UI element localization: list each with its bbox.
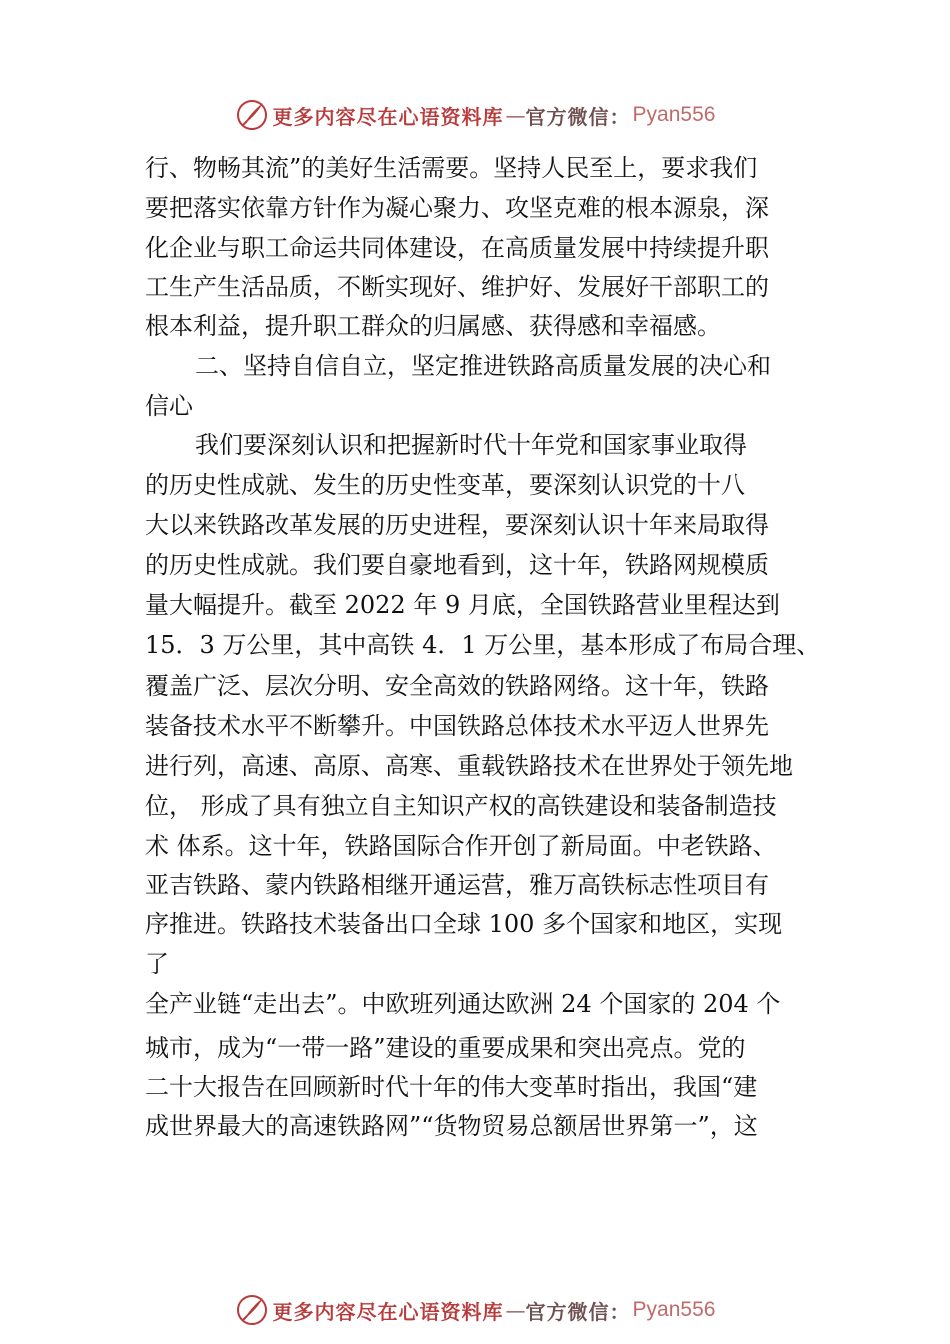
- section-heading-cont: 信心: [145, 392, 193, 420]
- section-heading: 二、坚持自信自立，坚定推进铁路高质量发展的决心和: [195, 352, 771, 380]
- body-line: 覆盖广泛、层次分明、安全高效的铁路网络。这十年，铁路: [145, 672, 769, 700]
- body-line: 术 体系。这十年，铁路国际合作开创了新局面。中老铁路、: [145, 832, 777, 860]
- body-line: 要把落实依靠方针作为凝心聚力、攻坚克难的根本源泉，深: [145, 194, 769, 222]
- body-line: 二十大报告在回顾新时代十年的伟大变革时指出，我国“建: [145, 1073, 758, 1101]
- body-line: 大以来铁路改革发展的历史进程，要深刻认识十年来局取得: [145, 511, 769, 539]
- body-line: 位， 形成了具有独立自主知识产权的高铁建设和装备制造技: [145, 792, 777, 820]
- body-line: 亚吉铁路、蒙内铁路相继开通运营，雅万高铁标志性项目有: [145, 871, 769, 899]
- footer-banner: [0, 1290, 950, 1330]
- header-separator: —: [505, 103, 526, 127]
- body-line: 工生产生活品质，不断实现好、维护好、发展好干部职工的: [145, 273, 769, 301]
- body-line: 15．3 万公里，其中高铁 4．1 万公里，基本形成了布局合理、: [145, 631, 821, 659]
- footer-separator: —: [505, 1298, 526, 1322]
- header-handle: Pyan556: [632, 103, 716, 126]
- footer-title: 更多内容尽在心语资料库: [272, 1299, 504, 1324]
- body-line: 序推进。铁路技术装备出口全球 100 多个国家和地区，实现: [145, 910, 783, 938]
- body-line: 根本利益，提升职工群众的归属感、获得感和幸福感。: [145, 312, 721, 340]
- body-line: 城市，成为“一带一路”建设的重要成果和突出亮点。党的: [145, 1034, 746, 1062]
- footer-subtitle: 官方微信：: [525, 1299, 631, 1324]
- header-title: 更多内容尽在心语资料库: [272, 104, 504, 129]
- body-line: 进行列，高速、高原、高寒、重载铁路技术在世界处于领先地: [145, 752, 793, 780]
- footer-handle: Pyan556: [632, 1298, 716, 1321]
- header-subtitle: 官方微信：: [525, 104, 631, 129]
- quill-logo-icon: [235, 1293, 269, 1327]
- body-line: 行、物畅其流”的美好生活需要。坚持人民至上，要求我们: [145, 154, 758, 182]
- body-line: 了: [145, 950, 169, 978]
- body-line: 装备技术水平不断攀升。中国铁路总体技术水平迈人世界先: [145, 712, 769, 740]
- body-line: 我们要深刻认识和把握新时代十年党和国家事业取得: [195, 431, 747, 459]
- body-line: 化企业与职工命运共同体建设，在高质量发展中持续提升职: [145, 234, 769, 262]
- body-line: 量大幅提升。截至 2022 年 9 月底，全国铁路营业里程达到: [145, 591, 780, 619]
- quill-logo-icon: [235, 98, 269, 132]
- header-banner: [0, 95, 950, 135]
- body-line: 全产业链“走出去”。中欧班列通达欧洲 24 个国家的 204 个: [145, 990, 781, 1018]
- body-line: 成世界最大的高速铁路网”“货物贸易总额居世界第一”，这: [145, 1112, 758, 1140]
- body-line: 的历史性成就。我们要自豪地看到，这十年，铁路网规模质: [145, 551, 769, 579]
- body-line: 的历史性成就、发生的历史性变革，要深刻认识党的十八: [145, 471, 745, 499]
